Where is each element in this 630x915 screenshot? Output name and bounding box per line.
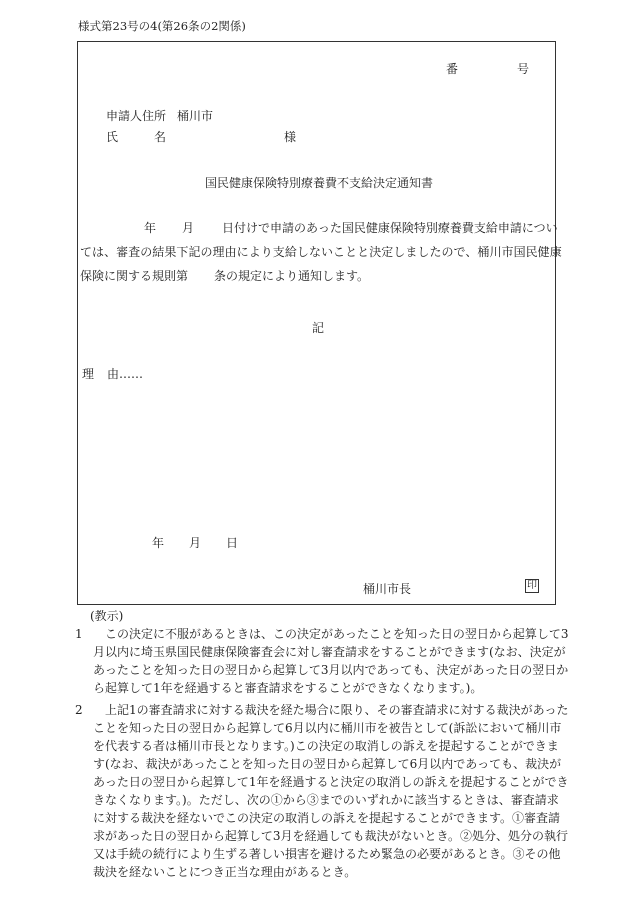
applicant-address-value: 桶川市 <box>177 109 214 123</box>
instruction-line: あったことを知った日の翌日から起算して3月以内であっても、決定があった日の翌日か <box>93 663 569 677</box>
instruction-line: 求があった日の翌日から起算して3月を経過しても裁決がないとき。②処分、処分の執行 <box>93 829 569 843</box>
instruction-line: ら起算して1年を経過すると審査請求をすることができなくなります。)。 <box>93 681 483 695</box>
number-label-go: 号 <box>517 62 530 76</box>
mayor-signature: 桶川市長 <box>363 582 412 596</box>
applicant-address-label: 申請人住所 <box>106 109 167 123</box>
reason-label-a: 理 <box>82 367 95 381</box>
applicant-honorific: 様 <box>284 130 297 144</box>
body-line-3-a: 保険に関する規則第 <box>80 269 189 283</box>
applicant-name-label-2: 名 <box>154 130 167 144</box>
body-line-3 <box>80 270 369 282</box>
instruction-line: 上記1の審査請求に対する裁決を経た場合に限り、その審査請求に対する裁決があった <box>105 703 569 717</box>
instruction-item-1-number: 1 <box>75 627 83 641</box>
instruction-line: あった日の翌日から起算して1年を経過すると決定の取消しの訴えを提起することができ <box>93 775 569 789</box>
reason-label-b: 由…… <box>107 367 144 381</box>
instruction-line: を代表する者は桶川市長となります。)この決定の取消しの訴えを提起することができま <box>93 739 559 753</box>
instruction-item-2-body <box>93 704 569 884</box>
date-year: 年 <box>152 536 165 550</box>
date-day: 日 <box>226 536 239 550</box>
ki-heading: 記 <box>312 321 325 335</box>
body-line-2: ては、審査の結果下記の理由により支給しないことと決定しましたので、桶川市国民健康 <box>80 245 562 259</box>
document-title: 国民健康保険特別療養費不支給決定通知書 <box>205 176 434 190</box>
reason-label <box>82 368 143 380</box>
instruction-line: 裁決を経ないことにつき正当な理由があるとき。 <box>93 865 357 879</box>
instruction-line: に対する裁決を経ないでこの決定の取消しの訴えを提起することができます。①審査請 <box>93 811 561 825</box>
instruction-line: ことを知った日の翌日から起算して6月以内に桶川市を被告として(訴訟において桶川市 <box>93 721 562 735</box>
instruction-line: きなくなります。)。ただし、次の①から③までのいずれかに該当するときは、審査請求 <box>93 793 559 807</box>
body-line-3-b: 条の規定により通知します。 <box>214 269 370 283</box>
instruction-heading: (教示) <box>90 609 124 623</box>
seal-stamp: 印 <box>527 580 537 591</box>
body-year: 年 <box>144 221 157 235</box>
body-line-1-text: 日付けで申請のあった国民健康保険特別療養費支給申請につい <box>222 221 558 235</box>
body-line-1 <box>144 222 558 234</box>
instruction-item-2-number: 2 <box>75 703 83 717</box>
form-code: 様式第23号の4(第26条の2関係) <box>78 19 246 33</box>
instruction-line: 又は手続の続行により生ずる著しい損害を避けるため緊急の必要があるとき。③その他 <box>93 847 561 861</box>
number-label-ban: 番 <box>446 62 459 76</box>
applicant-name-label-1: 氏 <box>106 130 119 144</box>
instruction-line: この決定に不服があるときは、この決定があったことを知った日の翌日から起算して3 <box>105 627 569 641</box>
instruction-item-1-body <box>93 628 569 700</box>
date-month: 月 <box>189 536 202 550</box>
body-month: 月 <box>182 221 195 235</box>
instruction-line: 月以内に埼玉県国民健康保険審査会に対し審査請求をすることができます(なお、決定が <box>93 645 566 659</box>
instruction-line: す(なお、裁決があったことを知った日の翌日から起算して6月以内であっても、裁決が <box>93 757 562 771</box>
